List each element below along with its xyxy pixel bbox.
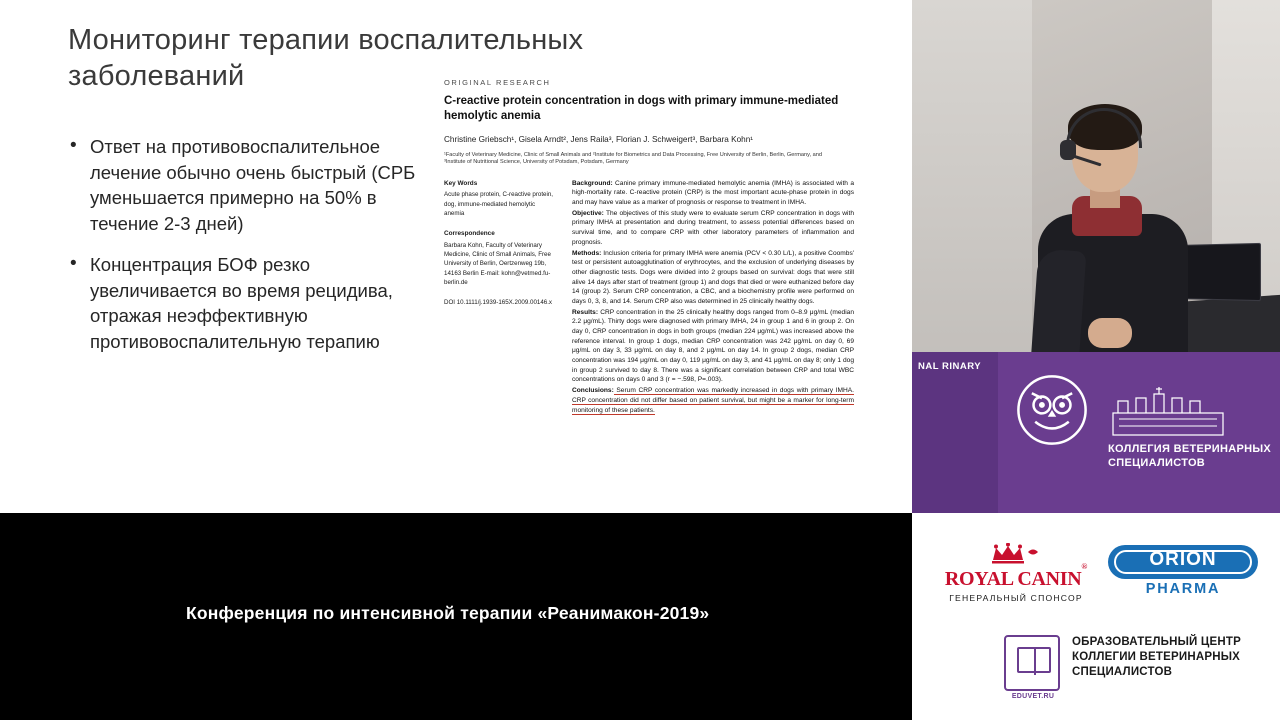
abstract-section bbox=[572, 249, 854, 307]
abstract-section bbox=[572, 308, 854, 386]
slide-bullet-list bbox=[68, 134, 436, 370]
abstract-section bbox=[572, 386, 854, 415]
abstract-text: The objectives of this study were to evaluate serum CRP concentration in dogs with primary IMHA at presentation and during treatment, to assess potential differences based on survival time, and to compare CRP with other laboratory parameters of inflammation and prognosis. bbox=[572, 209, 854, 246]
paper-authors: Christine Griebsch¹, Gisela Arndt², Jens Raila³, Florian J. Schweigert³, Barbara Kohn¹ bbox=[444, 134, 753, 144]
speaker-hands bbox=[1088, 318, 1132, 348]
paper-title: C-reactive protein concentration in dogs with primary immune-mediated hemolytic anemia bbox=[444, 95, 839, 123]
paper-correspondence-body: Barbara Kohn, Faculty of Veterinary Medicine, Clinic of Small Animals, Free University of Berlin, Oertzenweg 19b, 14163 Berlin E-mail: kohn@vetmed.fu-berlin.de bbox=[444, 241, 551, 287]
orion-pharma-subtitle: PHARMA bbox=[1145, 581, 1221, 597]
paper-keywords-block bbox=[444, 179, 554, 219]
abstract-label: Results: bbox=[572, 308, 599, 316]
laptop-screen bbox=[1176, 243, 1261, 301]
speaker-video-panel bbox=[912, 0, 1280, 513]
orion-wordmark: ORION bbox=[1149, 549, 1217, 570]
banner-vertical-text: NAL RINARY bbox=[918, 361, 982, 372]
royal-canin-name-text: ROYAL CANIN bbox=[944, 568, 1082, 590]
royal-canin-subtitle: ГЕНЕРАЛЬНЫЙ СПОНСОР bbox=[949, 593, 1083, 603]
owl-logo-icon bbox=[1010, 368, 1094, 452]
tower-graphic-icon bbox=[1108, 384, 1228, 436]
orion-pill-shape bbox=[1108, 545, 1258, 579]
stage-banner-side bbox=[912, 352, 998, 513]
paper-abstract bbox=[572, 179, 854, 417]
royal-canin-logo bbox=[930, 543, 1102, 603]
abstract-text: CRP concentration in the 25 clinically healthy dogs ranged from 0–8.9 μg/mL (median 2.2 μg/mL). Thirty dogs were diagnosed with primary IMHA, 24 in group 1 and 6 in group 2. On day 0, CRP concentration in dogs in both groups (median 224 μg/mL) was increased above the reference interval. In group 1 dogs, median CRP concentration was 242 μg/mL on day 0, 69 μg/mL on day 3, 33 μg/mL on day 8, and 2 μg/mL on day 14. In group 2 dogs, median CRP concentration was 194 μg/mL on day 0, 119 μg/mL on day 3, and 41 μg/mL on day 8; only 1 dog in group 2 survived to day 8. There was a significant correlation between CRP and total WBC concentrations on days 0 and 3 (r = −.598, P=.003). bbox=[572, 308, 854, 384]
abstract-text: Canine primary immune-mediated hemolytic anemia (IMHA) is associated with a high-mortality rate. C-reactive protein (CRP) is the most important acute-phase protein in dogs and may have value as a marker of prognosis or response to treatment in IMHA. bbox=[572, 179, 854, 207]
paper-keywords-heading: Key Words bbox=[444, 179, 478, 187]
paper-keywords-body: Acute phase protein, C-reactive protein, dog, immune-mediated hemolytic anemia bbox=[444, 191, 554, 217]
paper-doi: DOI 10.1111/j.1939-165X.2009.00146.x bbox=[444, 299, 553, 307]
abstract-label: Objective: bbox=[572, 209, 604, 217]
conference-caption: Конференция по интенсивной терапии «Реанимакон-2019» bbox=[186, 603, 710, 623]
paper-correspondence-block bbox=[444, 229, 554, 287]
paper-correspondence-heading: Correspondence bbox=[444, 230, 495, 238]
paper-scan bbox=[444, 78, 864, 508]
sponsor-row bbox=[912, 543, 1280, 615]
list-item: • Ответ на противовоспалительное лечение обычно очень быстрый (СРБ уменьшается примерно на 50% в течение 2-3 дней) bbox=[68, 134, 436, 236]
orion-pharma-logo bbox=[1108, 545, 1264, 597]
abstract-section bbox=[572, 179, 854, 208]
royal-canin-wordmark bbox=[930, 562, 1102, 591]
eduvet-logo-block bbox=[1004, 635, 1274, 700]
abstract-text: Inclusion criteria for primary IMHA were anemia (PCV < 0.30 L/L), a positive Coombs' test or persistent autoagglutination of erythrocytes, and the exclusion of underlying diseases by other diagnostic tests. Dogs were divided into 2 groups based on survival: dogs that were still alive 14 days after start of treatment (group 1) and dogs that died or were euthanized before day 14 (group 2). Serum CRP concentration, a CBC, and a biochemistry profile were performed on days 0, 3, 8, and 14. Serum CRP also was determined in 25 clinically healthy dogs. bbox=[572, 249, 854, 305]
paper-affiliations: ¹Faculty of Veterinary Medicine, Clinic of Small Animals and ²Institute for Biometrics and Data Processing, Free University of Berlin, Berlin, Germany, and ³Institute of Nutritional Science, University of Potsdam, Potsdam, Germany bbox=[444, 151, 822, 166]
banner-organization-name: КОЛЛЕГИЯ ВЕТЕРИНАРНЫХ СПЕЦИАЛИСТОВ bbox=[1108, 443, 1272, 469]
royal-canin-crown-icon bbox=[989, 543, 1043, 565]
abstract-label: Background: bbox=[572, 179, 613, 187]
abstract-section bbox=[572, 209, 854, 248]
list-item: • Концентрация БОФ резко увеличивается во время рецидива, отражая неэффективную противовоспалительную терапию bbox=[68, 252, 436, 354]
abstract-label: Conclusions: bbox=[572, 387, 614, 395]
paper-left-column bbox=[444, 179, 554, 319]
sponsor-panel bbox=[912, 513, 1280, 720]
eduvet-logo-icon bbox=[1004, 635, 1060, 691]
trademark-symbol: ® bbox=[1081, 562, 1088, 572]
abstract-label: Methods: bbox=[572, 249, 602, 257]
abstract-text-highlighted: Serum CRP concentration was markedly increased in dogs with primary IMHA. CRP concentration did not differ based on patient survival, but might be a marker for long-term monitoring of these patients. bbox=[572, 387, 854, 414]
paper-kicker: ORIGINAL RESEARCH bbox=[444, 78, 551, 87]
eduvet-url-label: EDUVET.RU bbox=[1011, 693, 1055, 700]
eduvet-organization-name: ОБРАЗОВАТЕЛЬНЫЙ ЦЕНТР КОЛЛЕГИИ ВЕТЕРИНАРНЫХ СПЕЦИАЛИСТОВ bbox=[1072, 636, 1241, 678]
slide-title: Мониторинг терапии воспалительных заболеваний bbox=[68, 24, 584, 93]
book-icon bbox=[1017, 647, 1051, 673]
